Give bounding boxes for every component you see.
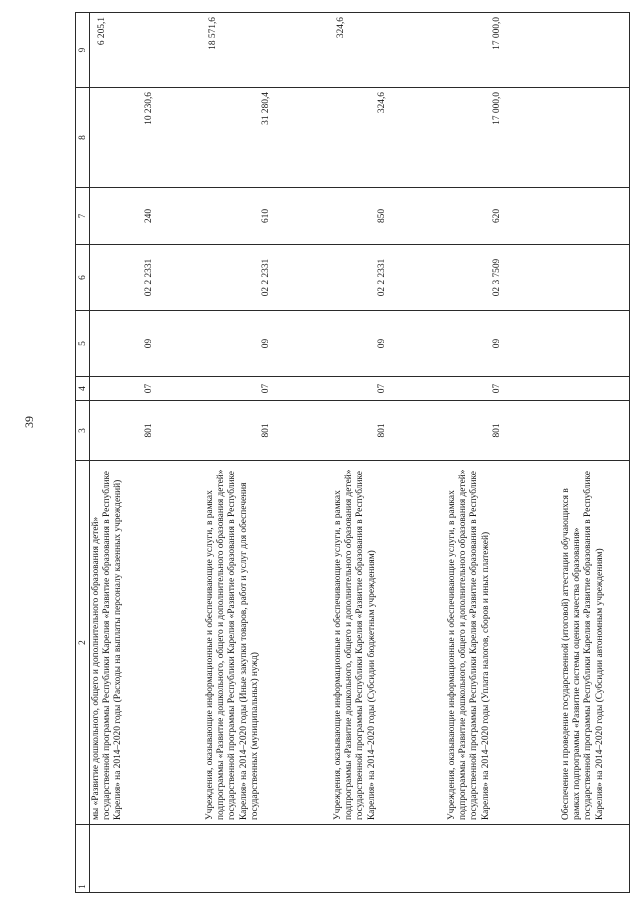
column-header: 1 [76,825,90,893]
cell-value: 31 280,4 [261,92,271,125]
rotated-table-container [75,13,630,893]
table-cell-col6 [90,245,630,311]
table-cell-col2 [90,461,630,825]
cell-value: 324,6 [336,17,346,39]
column-header: 5 [76,311,90,377]
cell-value: 17 000,0 [492,92,502,125]
cell-value: 6 205,1 [97,17,107,46]
cell-value: 02 2 2331 [144,258,154,297]
table-cell-col8 [90,88,630,188]
cell-value: 02 2 2331 [261,258,271,297]
row-name: Обеспечение и проведение государственной (итоговой) аттестации обучающихся в рамках подпрограммы «Развитие системы оценки качества образования» государственной программы Республики Карелия «Развитие образования в Республике Карелия» на 2014–2020 годы (Субсидии автономным учреждениям) [561,471,605,820]
cell-value: 09 [261,338,271,349]
cell-value: 02 2 2331 [377,258,387,297]
cell-value: 801 [377,423,387,438]
cell-value: 801 [492,423,502,438]
table-cell-col7 [90,188,630,245]
table-header-row [76,13,90,893]
page-number: 39 [22,416,36,428]
cell-value: 17 000,0 [492,17,502,50]
cell-value: 801 [144,423,154,438]
row-name: Учреждения, оказывающие информационные и обеспечивающие услуги, в рамках подпрограммы «Развитие дошкольного, общего и дополнительного образования детей» государственной программы Республики Карелия «Развитие образования в Республике Карелия» на 2014–2020 годы (Иные закупки товаров, работ и услуг для обеспечения государственных (муниципальных) нужд) [205,469,260,820]
cell-value: 324,6 [377,92,387,114]
cell-value: 801 [261,423,271,438]
row-name: Учреждения, оказывающие информационные и обеспечивающие услуги, в рамках подпрограммы «Развитие дошкольного, общего и дополнительного образования детей» государственной программы Республики Карелия «Развитие образования в Республике Карелия» на 2014–2020 годы (Субсидии бюджетным учреждениям) [333,469,377,820]
budget-table [75,12,630,893]
cell-value: 18 571,6 [208,17,218,50]
column-header: 3 [76,401,90,461]
cell-value: 850 [377,208,387,224]
cell-value: 07 [377,383,387,394]
cell-value: 07 [492,383,502,394]
row-name: мы «Развитие дошкольного, общего и дополнительного образования детей» государственной программы Республики Карелия «Развитие образования в Республике Карелия» на 2014–2020 годы (Расходы на выплаты персоналу казенных учреждений) [91,471,124,820]
cell-value: 240 [144,208,154,224]
cell-value: 09 [144,338,154,349]
column-header: 6 [76,245,90,311]
column-header: 7 [76,188,90,245]
column-header: 2 [76,461,90,825]
column-header: 4 [76,377,90,401]
cell-value: 10 230,6 [144,92,154,125]
row-name: Учреждения, оказывающие информационные и обеспечивающие услуги, в рамках подпрограммы «Развитие дошкольного, общего и дополнительного образования детей» государственной программы Республики Карелия «Развитие образования в Республике Карелия» на 2014–2020 годы (Уплата налогов, сборов и иных платежей) [447,469,491,820]
column-header: 8 [76,88,90,188]
cell-value: 610 [261,208,271,224]
column-header: 9 [76,13,90,88]
table-cell-col9 [90,13,630,88]
table-body-row [90,13,630,893]
cell-value: 09 [492,338,502,349]
table-cell-col5 [90,311,630,377]
table-cell-col3 [90,401,630,461]
cell-value: 09 [377,338,387,349]
cell-value: 02 3 7509 [492,258,502,297]
table-cell-col1 [90,825,630,893]
cell-value: 620 [492,208,502,224]
cell-value: 07 [144,383,154,394]
cell-value: 07 [261,383,271,394]
table-cell-col4 [90,377,630,401]
